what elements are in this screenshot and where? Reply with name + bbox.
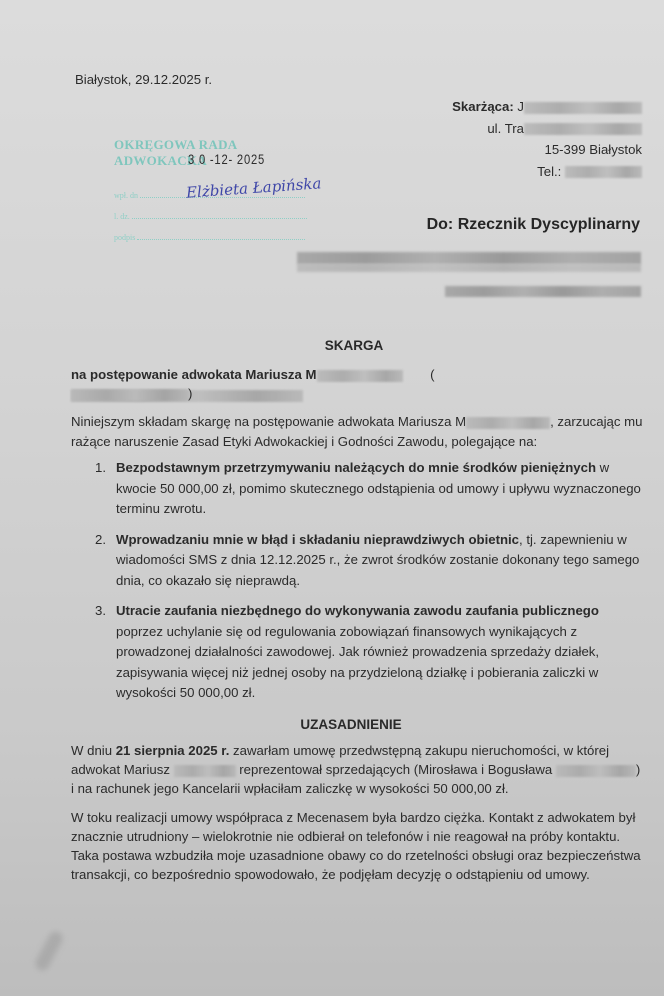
- allegation-item: [71, 601, 641, 704]
- stamp-line-signature: [114, 231, 324, 242]
- stamp-line-number: [114, 210, 324, 221]
- sender-name-prefix: J: [517, 99, 524, 114]
- intro-text-1: Niniejszym składam skargę na postępowanie adwokata Mariusza M: [71, 414, 467, 429]
- item-text: , tj. zapewnieniu w wiadomości SMS z dnia 12.12.2025 r., że zwrot środków zostanie dokonany tego samego dnia, co okazało się nieprawdą.: [116, 531, 640, 588]
- redacted-street: [524, 123, 642, 135]
- recipient: Do: Rzecznik Dyscyplinarny: [426, 216, 640, 233]
- item-text: w kwocie 50 000,00 zł, pomimo skutecznego odstąpienia od umowy i upływu wyznaczonego terminu zwrotu.: [116, 460, 641, 516]
- item-number: 2.: [95, 531, 106, 547]
- redacted-seller-surname: [556, 765, 636, 777]
- paren-close: ): [188, 386, 193, 401]
- redacted-phone: [565, 166, 642, 178]
- sender-street-prefix: ul. Tra: [487, 120, 524, 136]
- stamp-title: OKRĘGOWA RADA ADWOKACKA: [114, 137, 237, 168]
- sender-phone-line: [432, 161, 642, 183]
- sender-name-line: [432, 96, 642, 118]
- registry-stamp: [114, 137, 324, 242]
- justification-paragraph-2: W toku realizacji umowy współpraca z Mecenasem była bardzo ciężka. Kontakt z adwokatem był znacznie utrudniony – wielokrotnie nie odbierał on telefonów i nie reagował na próby kontaktu. Taka postawa wzbudziła moje uzasadnione obawy co do rzetelności obsługi oraz bezpieczeństwa transakcji, co bezpośrednio spowodowało, że podjęłam decyzję o odstąpieniu od umowy.: [71, 810, 641, 882]
- item-number: 1.: [95, 460, 106, 475]
- redacted-sender-name: [524, 102, 642, 114]
- text: ) i na rachunek jego Kancelarii wpłaciłam zaliczkę w wysokości 50 000,00 zł.: [71, 762, 641, 796]
- document-title: SKARGA: [324, 338, 384, 353]
- subject-line-2: [71, 384, 192, 404]
- redacted-surname: [466, 417, 550, 429]
- subject-prefix: na postępowanie adwokata Mariusza M: [71, 367, 317, 382]
- sender-label: Skarżąca:: [452, 99, 514, 114]
- dotted-line: [137, 231, 305, 240]
- item-heading: Wprowadzaniu mnie w błąd i składaniu nieprawdziwych obietnic: [116, 531, 520, 547]
- redacted-surname: [174, 765, 236, 777]
- item-text: poprzez uchylanie się od regulowania zobowiązań finansowych wynikających z prowadzonej działalności zawodowej. Jak również prowadzenia sprzedaży działek, zapisywania więcej niż jednej osoby na przydzieloną działkę i pobierania zaliczki w wysokości 50 000,00 zł.: [116, 623, 600, 700]
- allegation-item: [71, 458, 641, 520]
- paren-open: (: [430, 367, 435, 382]
- item-heading: Bezpodstawnym przetrzymywaniu należących do mnie środków pieniężnych: [116, 460, 596, 475]
- text: W dniu: [71, 743, 116, 758]
- stamp-date: 3 0 -12- 2025: [188, 151, 266, 167]
- text: zawarłam umowę przedwstępną zakupu nieruchomości, w której adwokat Mariusz: [71, 743, 610, 777]
- justification-paragraph-1: [71, 741, 646, 798]
- allegation-item: [71, 530, 641, 592]
- stamp-line-label: l. dz.: [114, 212, 130, 221]
- dotted-line: [132, 210, 307, 219]
- justification-title: UZASADNIENIE: [300, 717, 402, 732]
- redacted-surname: [317, 370, 403, 382]
- redacted-recipient-line-1: [297, 252, 641, 264]
- date-bold: 21 sierpnia 2025 r.: [115, 743, 230, 758]
- redacted-address-cont: [71, 389, 188, 401]
- text: reprezentował sprzedających (Mirosława i Bogusława: [235, 762, 556, 777]
- paper-smudge: [33, 929, 65, 973]
- sender-street-line: [432, 118, 642, 140]
- intro-text-2: , zarzucając mu rażące naruszenie Zasad Etyki Adwokackiej i Godności Zawodu, polegające na:: [71, 414, 643, 449]
- allegations-list: [71, 458, 641, 714]
- stamp-line-label: wpł. dn: [114, 191, 138, 200]
- intro-paragraph: [71, 412, 656, 452]
- sender-city: 15-399 Białystok: [544, 142, 642, 157]
- sender-phone-label: Tel.:: [537, 163, 562, 179]
- place-date: Białystok, 29.12.2025 r.: [75, 72, 213, 87]
- item-heading: Utracie zaufania niezbędnego do wykonywania zawodu zaufania publicznego: [116, 603, 599, 618]
- redacted-recipient-line-2: [445, 286, 641, 297]
- item-number: 3.: [95, 603, 106, 618]
- handwritten-signature: Elżbieta Łapińska: [185, 174, 322, 202]
- redacted-recipient-line-1b: [297, 264, 641, 272]
- stamp-line-label: podpis: [114, 233, 136, 242]
- sender-block: [432, 96, 642, 182]
